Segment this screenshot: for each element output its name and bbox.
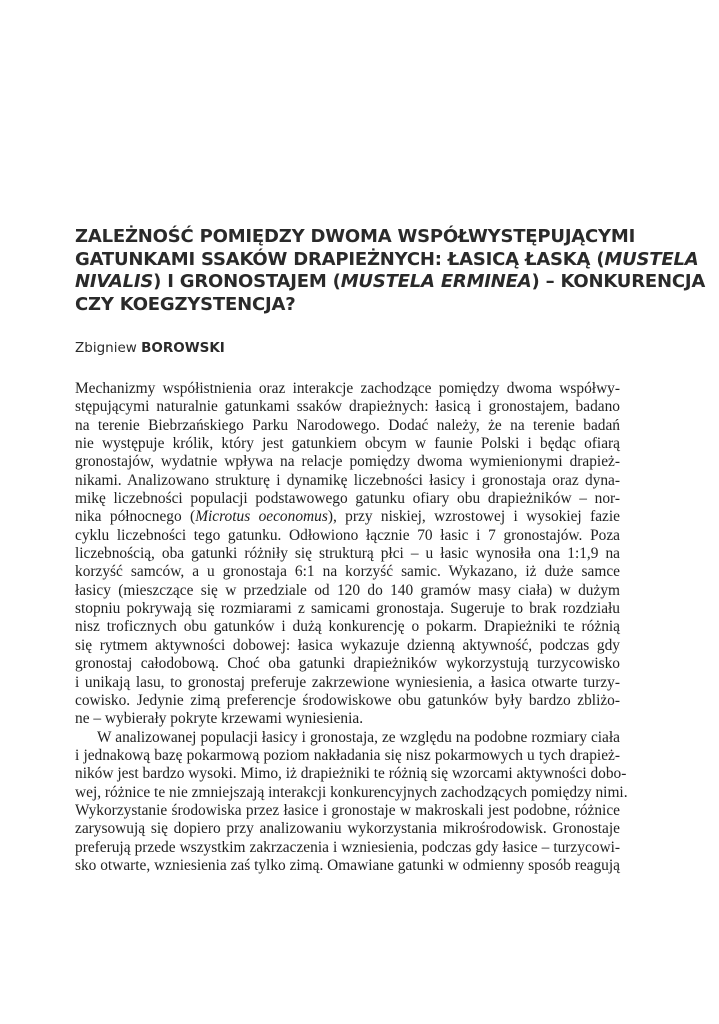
body-text: zarysowują się dopiero przy analizowaniu wykorzystania mikrośrodowisk. Gronostaje (75, 820, 620, 838)
title-line (75, 248, 699, 272)
title-line (75, 294, 620, 317)
body-text: wej, różnice te nie zmniejszają interakcji konkurencyjnych zachodzących pomiędzy nimi. (75, 783, 628, 801)
title-italic-text: NIVALIS (75, 271, 154, 292)
body-line (75, 857, 620, 875)
body-line (75, 435, 620, 453)
body-line (75, 490, 620, 508)
body-line (75, 618, 620, 636)
body-text: W analizowanej populacji łasicy i gronostaja, ze względu na podobne rozmiary ciała (97, 728, 620, 746)
body-text: nikami. Analizowano strukturę i dynamikę liczebności łasicy i gronostaja oraz dyna- (75, 471, 620, 489)
title-line (75, 271, 706, 294)
body-text: stępującymi naturalnie gatunkami ssaków drapieżnych: łasicą i gronostajem, badano (75, 398, 620, 416)
article-header (75, 226, 706, 356)
title-text: ) – KONKURENCJA (531, 271, 706, 292)
body-text: ne – wybierały pokryte krzewami wyniesienia. (75, 710, 364, 728)
title-italic-text: MUSTELA ERMINEA (340, 271, 532, 292)
body-line (75, 655, 620, 673)
body-text: cowisko. Jedynie zimą preferencje środowiskowe obu gatunków były bardzo zbliżo- (75, 691, 620, 709)
body-line (75, 380, 620, 398)
body-text: i unikają lasu, to gronostaj preferuje zakrzewione wyniesienia, a łasica otwarte turzy- (75, 673, 620, 691)
body-line (75, 637, 620, 655)
body-text: gronostajów, wydatnie wpływa na relacje pomiędzy dwoma wymienionymi drapież- (75, 453, 620, 471)
body-line (75, 453, 620, 471)
body-text: nisz troficznych obu gatunków i dużą konkurencję o pokarm. Drapieżniki te różnią (75, 618, 620, 636)
body-text: ), przy niskiej, wzrostowej i wysokiej fazie (327, 508, 620, 526)
body-line (75, 729, 620, 747)
body-line (75, 802, 620, 820)
body-text: cyklu liczebności tego gatunku. Odłowiono łącznie 70 łasic i 7 gronostajów. Poza (75, 526, 620, 544)
author-name (75, 340, 620, 356)
body-line (75, 710, 620, 728)
body-text: liczebnością, oba gatunki różniły się strukturą płci – u łasic wynosiła ona 1:1,9 na (75, 545, 620, 563)
title-text: ) I GRONOSTAJEM ( (153, 271, 341, 292)
body-line (75, 765, 627, 783)
body-text: korzyść samców, a u gronostaja 6:1 na korzyść samic. Wykazano, iż duże samce (75, 563, 620, 581)
body-line (75, 783, 628, 802)
body-line (75, 820, 620, 838)
body-text: i jednakową bazę pokarmową poziom nakładania się nisz pokarmowych u tych drapież- (75, 746, 620, 764)
body-text: się rytmem aktywności dobowej: łasica wykazuje dzienną aktywność, podczas gdy (75, 636, 620, 654)
body-text: nie występuje królik, który jest gatunkiem obcym w faunie Polski i będąc ofiarą (75, 435, 620, 453)
body-line (75, 527, 620, 545)
title-text: ZALEŻNOŚĆ POMIĘDZY DWOMA WSPÓŁWYSTĘPUJĄCYMI (75, 226, 636, 247)
body-line (75, 545, 620, 563)
body-line (75, 674, 620, 692)
body-text: mikę liczebności populacji podstawowego gatunku ofiary obu drapieżników – nor- (75, 490, 620, 508)
body-text: sko otwarte, wzniesienia zaś tylko zimą. Omawiane gatunki w odmienny sposób reagują (75, 856, 620, 874)
body-text: stopniu pokrywają się rozmiarami z samicami gronostaja. Sugeruje to brak rozdziału (75, 600, 620, 618)
body-text: łasicy (mieszczące się w przedziale od 120 do 140 gramów masy ciała) w dużym (75, 581, 620, 599)
body-line (75, 398, 620, 416)
body-line (75, 582, 620, 600)
title-italic-text: MUSTELA (604, 248, 699, 270)
body-text: preferują przede wszystkim zakrzaczenia i wzniesienia, podczas gdy łasice – turzycowi- (75, 838, 620, 856)
body-line (75, 508, 620, 526)
body-text: na terenie Biebrzańskiego Parku Narodowego. Dodać należy, że na terenie badań (75, 416, 620, 434)
body-text: nika północnego ( (75, 508, 196, 526)
article-title (75, 226, 706, 316)
title-text: GATUNKAMI SSAKÓW DRAPIEŻNYCH: ŁASICĄ ŁASKĄ ( (75, 248, 605, 270)
body-text: gronostaj całodobową. Choć oba gatunki drapieżników wykorzystują turzycowisko (75, 655, 620, 673)
body-text: ników jest bardzo wysoki. Mimo, iż drapieżniki te różnią się wzorcami aktywności dobo- (75, 765, 627, 783)
title-line (75, 226, 636, 249)
article-body (75, 380, 628, 875)
species-name: Microtus oeconomus (195, 508, 328, 526)
body-line (75, 472, 620, 490)
body-line (75, 600, 620, 618)
author-last-name: BOROWSKI (141, 340, 225, 356)
body-line (75, 563, 620, 581)
body-line (75, 417, 620, 435)
title-text: CZY KOEGZYSTENCJA? (75, 293, 296, 315)
body-text: Mechanizmy współistnienia oraz interakcje zachodzące pomiędzy dwoma współwy- (75, 380, 620, 397)
body-line (75, 692, 620, 710)
body-text: Wykorzystanie środowiska przez łasice i gronostaje w makroskali jest podobne, różnice (75, 801, 620, 819)
body-line (75, 839, 620, 857)
author-first-name: Zbigniew (75, 340, 137, 356)
body-line (75, 747, 620, 765)
